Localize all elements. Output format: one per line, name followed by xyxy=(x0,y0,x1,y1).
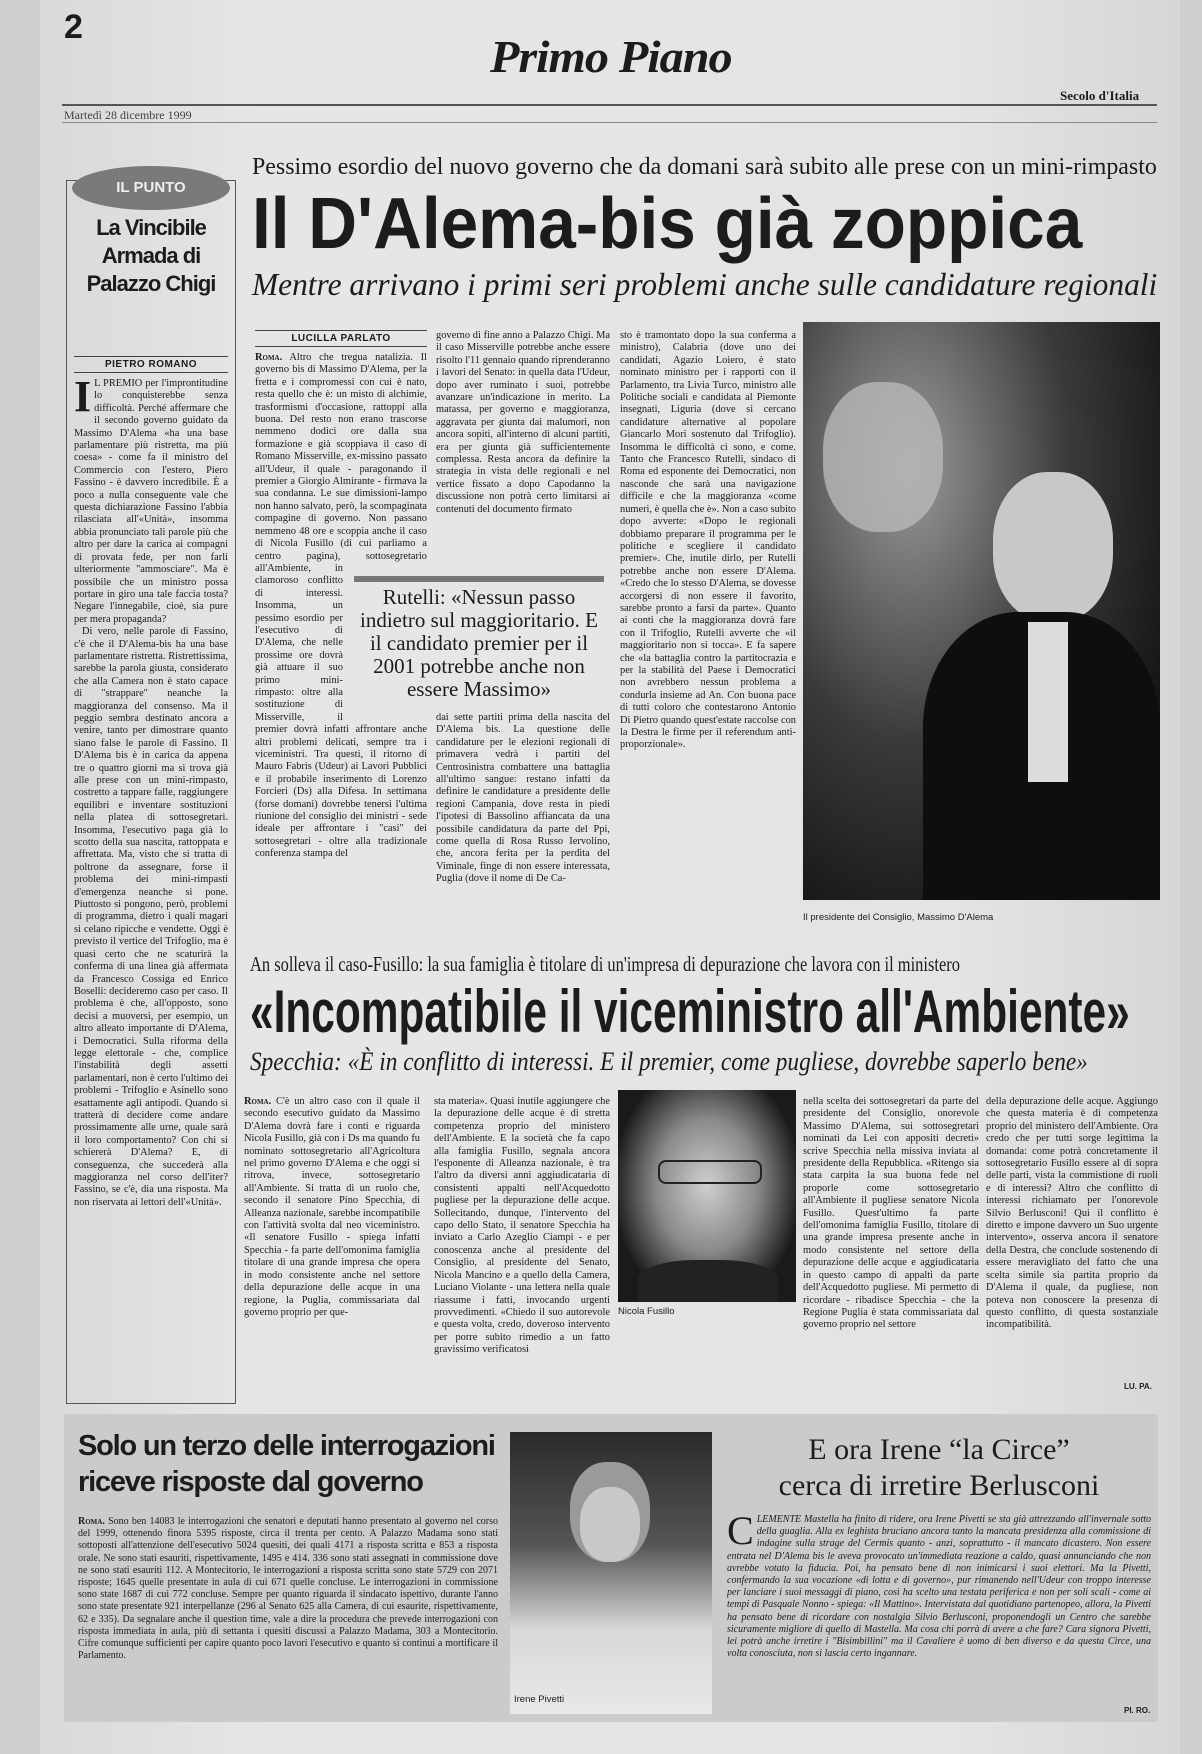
section-title-text: Primo Piano xyxy=(490,31,732,82)
photo-caption-dalema: Il presidente del Consiglio, Massimo D'Alema xyxy=(803,912,994,923)
sidebar-byline: PIETRO ROMANO xyxy=(74,356,228,373)
photo-nicola-fusillo xyxy=(618,1090,796,1302)
second-column-1: Roma. C'è un altro caso con il quale il secondo esecutivo guidato da Massimo D'Alema dovrà fare i conti e riguarda Nicola Fusillo, già con i Ds ma quando fu nominato sottosegretario all'Agricoltura nel primo governo D'Alema e che oggi si ritrova, invece, sottosegretario all'Ambiente. Si tratta di un ruolo che, secondo il senatore Pino Specchia, di Alleanza nazionale, sarebbe incompatibile con l'attività svolta dal neo viceministro. «Il senatore Fusillo - spiega infatti Specchia - fa parte dell'omonima famiglia titolare di una grande impresa che opera in modo consistente anche nel settore della depurazione delle acque in una regione, la Puglia, commissariata dal governo proprio per que- xyxy=(244,1096,420,1318)
lead-column-2b: dai sette partiti prima della nascita del D'Alema bis. La questione delle candidature per le elezioni regionali di primavera vedrà i partiti del Centrosinistra combattere una battaglia all'ultimo sangue: restano infatti da definire le candidature a presidente delle regioni Campania, dove resta in piedi l'ipotesi di Bassolino affiancata da una possibile candidatura da parte del Ppi, come quella di Rosa Russo Iervolino, che, ancora ferita per la perdita del Viminale, finge di non essere interessata, Puglia (dove il nome di De Ca- xyxy=(436,712,610,885)
lead-column-3: sto è tramontato dopo la sua conferma a ministro), Calabria (dove uno dei candidati, Agazio Loiero, è stato nominato ministro per i rapporti con il Parlamento, tra Livia Turco, ministro alle Politiche sociali e candidata al Piemonte insegnati, Liguria (dove si cercano candidature alternative al popolare Giancarlo Mori sostenuto dal Trifoglio). Insomma le difficoltà ci sono, e come. Tanto che Francesco Rutelli, sindaco di Roma ed esponente dei Democratici, non nasconde che sarà una navigazione difficile e che la maggioranza «come numeri, è quella che è». Non a caso subito dopo avverte: «Dopo le regionali dobbiamo preparare il programma per le politiche e scegliere il candidato premier». Che, inutile dirlo, per Rutelli potrebbe anche non essere D'Alema. «Credo che lo stesso D'Alema, se dovesse accorgersi di non essere il favorito, sarebbe pronto a farsi da parte». Quanto ai conti che la maggioranza dovrà fare con il Trifoglio, Rutelli avverte che «il maggioritario non si tocca». E fa sapere che «la battaglia contro la partitocrazia e per la stabilità del Paese i Democratici non avrebbero nessun problema a condurla insieme ad An. Con buona pace di tutti coloro che contestarono Antonio Di Pietro quando quest'estate raccolse con la Destra le firme per il referendum anti-proporzionale». xyxy=(620,330,796,751)
dropcap: I xyxy=(74,378,92,421)
bottom-right-body: CLEMENTE Mastella ha finito di ridere, ora Irene Pivetti se sta già attrezzando all'invernale sotto della guaglia. Alla ex leghista bruciano ancora tanto la mancata presidenza alla commissione di indagine sulla strage del Cermis quanto - anzi, soprattutto - il mancato dicastero. Non essere entrata nel D'Alema bis le aveva provocato un'immediata reazione a caldo, quasi annunciando che non avrebbe votato la fiducia. Poi, ha pensato bene di non inimicarsi i suoi elettori. Ma la Pivetti, confermando la sua vocazione «di lotta e di governo», pur rimanendo nell'Udeur con troppo interesse per lanciare i suoi messaggi di piano, così ha scelto una testata periferica e non per soli scali - come ai tempi di Pasquale Nonno - spiega: «Il Mattino». Intervistata dal quotidiano partenopeo, allora, la Pivetti ha pensato bene di ricordare con nostalgia Silvio Berlusconi, proponendogli un Centro che sarebbe sicuramente migliore di quello di Mastella. Ma cosa chi porrà di avere a che fare? Cara signora Pivetti, lei potrà anche irretire i "Bisimbillini" ma il Cavaliere è uomo di ben diverso e da questa Circe, una volta conosciuta, non si lascia certo ingannare. xyxy=(727,1514,1151,1660)
dropcap: C xyxy=(727,1514,754,1553)
second-column-2: sta materia». Quasi inutile aggiungere che la depurazione delle acque è di stretta competenza proprio del ministero dell'Ambiente. E la società che fa capo alla famiglia Fusillo, segnala ancora l'esponente di Alleanza nazionale, è tra l'altro da diversi anni aggiudicataria di consistenti appalti nell'Acquedotto pugliese per la depurazione delle acque. Sollecitando, dunque, l'intervento del capo dello Stato, il senatore Specchia ha inviato a Carlo Azeglio Ciampi - e per conoscenza anche al presidente del Consiglio, al presidente del Senato, Nicola Mancino e a quello della Camera, Luciano Violante - una lettera nella quale riassume i fatti, invocando urgenti provvedimenti. «Chiedo il suo autorevole e questa volta, credo, doveroso intervento per porre subito rimedio a un fatto gravissimo verificatosi xyxy=(434,1096,610,1356)
lead-column-1: Roma. Altro che tregua natalizia. Il governo bis di Massimo D'Alema, per la fretta e i compromessi con cui è nato, resta quello che è: un misto di alchimie, trasformismi d'occasione, rattoppi alla buona. Del resto non erano trascorse nemmeno dodici ore dalla sua formazione e già scoppiava il caso di Romano Misserville, ex-missino passato all'Udeur, il quale - paragonando il premier a Giorgio Almirante - firmava la sua condanna. Le sue dimissioni-lampo non hanno salvato, però, la scompaginata compagine di governo. Non passano nemmeno 48 ore e scoppia anche il caso di Nicola Fusillo (di cui parliamo a centro pagina), sottosegretario all'Ambiente, in clamoroso conflitto di interessi. Insomma, un pessimo esordio per l'esecutivo di D'Alema, che nelle prossime ore dovrà già attuare il suo primo mini-rimpasto: oltre alla sostituzione di Misserville, il premier dovrà infatti affrontare anche altri problemi delicati, sempre tra i viceministri. Tra questi, il ritorno di Mauro Fabris (Udeur) ai Lavori Pubblici e il probabile inserimento di Lorenzo Forcieri (Ds) alla Difesa. In settimana (forse domani) dovrebbe tenersi l'ultima riunione del consiglio dei ministri - sede ideale per affrontare i "casi" dei sottosegretari - oltre alla tradizionale conferenza stampa del xyxy=(255,352,427,860)
second-column-3: nella scelta dei sottosegretari da parte del presidente del Consiglio, onorevole Massimo D'Alema, sui sottosegretari nominati da Lei con appositi decreti» scrive Specchia nella missiva inviata al presidente della Repubblica. «Ritengo sia stata carpita la sua buona fede nel proporle come sottosegretario all'Ambiente il pugliese senatore Nicola Fusillo. Quest'ultimo fa parte dell'omonima famiglia Fusillo, titolare di una grande impresa presente anche in modo consistente nel settore della depurazione delle acque e aggiudicataria in questo campo di appalti da parte dell'Acquedotto pugliese. Mi permetto di ricordare - ribadisce Specchia - che la Regione Puglia è stata commissariata dal governo proprio nel settore xyxy=(803,1096,979,1331)
pull-quote-rule xyxy=(354,576,604,582)
signature-lu-pa: LU. PA. xyxy=(1124,1382,1152,1391)
bottom-left-headline: Solo un terzo delle interrogazioni riceve risposte dal governo xyxy=(78,1430,495,1498)
second-column-4: della depurazione delle acque. Aggiungo che questa materia è di competenza proprio del ministero dell'Ambiente. Ora credo che per tutti sorge legittima la domanda: come potrà concretamente il sottosegretario Fusillo essere al di sopra delle parti, vista la commistione di ruoli e di interessi? Altro che conflitto di interessi richiamato per l'onorevole Silvio Berlusconi! Qui il conflitto è diretto e impone davvero un Suo urgente intervento», osserva ancora il senatore della Destra, che conclude sostenendo di essere meravigliato del fatto che una scelta simile sia partita proprio da D'Alema il quale, da pugliese, non poteva non conoscere la presenza di questo conflitto, di questa sostanziale incompatibilità. xyxy=(986,1096,1158,1331)
page-number: 2 xyxy=(64,8,83,46)
pull-quote: Rutelli: «Nessun passo indietro sul maggioritario. E il candidato premier per il 2001 potrebbe anche non essere Massimo» xyxy=(360,585,598,701)
masthead-rule-2 xyxy=(62,122,1157,123)
lead-headline: Il D'Alema-bis già zoppica xyxy=(252,184,1083,264)
signature-pi-ro: PI. RO. xyxy=(1124,1706,1151,1715)
issue-date: Martedì 28 dicembre 1999 xyxy=(64,108,192,122)
sidebar-label: IL PUNTO xyxy=(72,166,230,210)
bottom-left-body: Roma. Sono ben 14083 le interrogazioni che senatori e deputati hanno presentato al governo nel corso del 1999, ottenendo finora 5395 risposte, circa il trenta per cento. A Palazzo Madama sono stati sottoposti all'attenzione dell'esecutivo 5024 quesiti, dei quali 4171 a risposta scritta e 853 a risposta orale. Ne sono stati esauriti, rispettivamente, 1495 e 414. 336 sono stati assegnati in commissione dove ne sono stati esauriti 112. A Montecitorio, le interrogazioni a risposta scritta sono state 5729 con 2071 risposte; 1645 quelle presentate in aula di cui 671 quelle concluse. Le interrogazioni in commissione sono state 1687 di cui 772 concluse. Sempre per quanto riguarda il sindacato ispettivo, durante l'anno sono state presentate 921 interpellanze (296 al Senato 625 alla Camera, di cui esaurite, rispettivamente, 62 e 335). Da segnalare anche il question time, vale a dire la procedura che prevede interrogazioni con risposta immediata in aula, più di settanta i quesiti discussi a Palazzo Madama, 303 a Montecitorio. Cifre comunque sufficienti per capire quanto poco lavori l'esecutivo e quanto si continui a mortificare il Parlamento. xyxy=(78,1516,498,1662)
lead-kicker: Pessimo esordio del nuovo governo che da domani sarà subito alle prese con un mini-rimpasto xyxy=(252,154,1157,180)
masthead-rule xyxy=(62,104,1157,106)
second-kicker: An solleva il caso-Fusillo: la sua famiglia è titolare di un'impresa di depurazione che lavora con il ministero xyxy=(250,952,960,976)
lead-subhead: Mentre arrivano i primi seri problemi anche sulle candidature regionali xyxy=(252,266,1158,302)
bottom-right-headline: E ora Irene “la Circe” cerca di irretire Berlusconi xyxy=(778,1433,1100,1502)
lead-byline: LUCILLA PARLATO xyxy=(255,330,427,347)
pull-quote-box xyxy=(348,572,610,707)
photo-irene-pivetti xyxy=(510,1432,712,1714)
newspaper-name: Secolo d'Italia xyxy=(1060,88,1140,103)
sidebar-body: I L PREMIO per l'improntitudine lo conquisterebbe senza difficoltà. Perché affermare che il secondo governo guidato da Massimo D'Alema «ha una base parlamentare più ristretta, ma più coesa» - come fa il ministro del Commercio con l'estero, Piero Fassino - è davvero incredibile. È a poco a nulla conseguente vale che questa dichiarazione Fassino l'abbia rilasciata all'«Unità», insomma abbia pronunciato tali parole più che altro per dare la carica ai compagni di provata fede, per non farli ulteriormente "ammosciare". Ma è possibile che un ministro possa portare in giro una tale faccia tosta? Negare l'innegabile, cioè, sia pure per mera propaganda? Di vero, nelle parole di Fassino, c'è che il D'Alema-bis ha una base parlamentare ristretta. Ristrettissima, sarebbe la parola giusta, considerato che alla Camera non è stato capace di "strappare" neanche la maggioranza del consenso. Ma il peggio sembra destinato ancora a venire, tanto per dimostrare quanto siano false le parole di Fassino. Il D'Alema bis è in carica da appena tre o quattro giorni ma si trova già alle prese con un mini-rimpasto, costretto a tappare falle, raggiungere equilibri e inventare sostituzioni nella platea di sottosegretari. Insomma, l'esecutivo paga già lo scotto della sua nascita, rattoppata e affrettata. Ma, visto che si tratta di poltrone da assegnare, forse il problema dei mini-rimpasti d'emergenza neanche si pone. Piuttosto si pongono, però, problemi di programma, dietro i quali magari si celano ripicche e vendette. Oggi è previsto il vertice del Trifoglio, ma è quasi certo che ne scaturirà la conferma di una linea già affermata da Francesco Cossiga ed Enrico Boselli: decideremo caso per caso. Il problema è che, all'opposto, sono decisi a muoversi, per esempio, un altro alleato importante di D'Alema, i Democratici. Sulla riforma della legge elettorale - che, complice l'instabilità degli assetti parlamentari, non è certo l'ultimo dei problemi - Trifoglio e Asinello sono esattamente agli antipodi. Quando si tratterà di decidere come andare prossimamente alle urne, quale sarà il loro comportamento? Con chi si schiererà D'Alema? E, di conseguenza, che succederà alla maggioranza nel corso dell'iter? Fassino, se c'è, dia una risposta. Ma non riservata ai lettori dell'«Unità». xyxy=(74,378,228,1208)
lead-column-2a: governo di fine anno a Palazzo Chigi. Ma il caso Misserville potrebbe anche essere risolto l'11 gennaio quando riprenderanno i lavori del Senato: in quella data l'Udeur, dopo aver ruminato i suoi, potrebbe avanzare un'indicazione in merito. La matassa, per governo e maggioranza, aggravata per giunta dai malumori, non ancora sopiti, all'interno di alcuni partiti, era per giunta già sufficientemente complessa. Resta ancora da definire la strategia in vista delle regionali e nel vertice fissato a dopo Capodanno la discussione non potrà certo limitarsi ai contenuti del documento firmato xyxy=(436,330,610,515)
section-title xyxy=(490,30,732,83)
photo-massimo-dalema xyxy=(803,322,1160,900)
second-headline: «Incompatibile il viceministro all'Ambiente» xyxy=(250,978,1130,1045)
photo-caption-pivetti: Irene Pivetti xyxy=(514,1694,565,1705)
photo-caption-fusillo: Nicola Fusillo xyxy=(618,1306,675,1317)
second-subhead: Specchia: «È in conflitto di interessi. E il premier, come pugliese, dovrebbe saperlo bene» xyxy=(250,1047,1088,1076)
sidebar-title: La Vincibile Armada di Palazzo Chigi xyxy=(86,215,216,296)
